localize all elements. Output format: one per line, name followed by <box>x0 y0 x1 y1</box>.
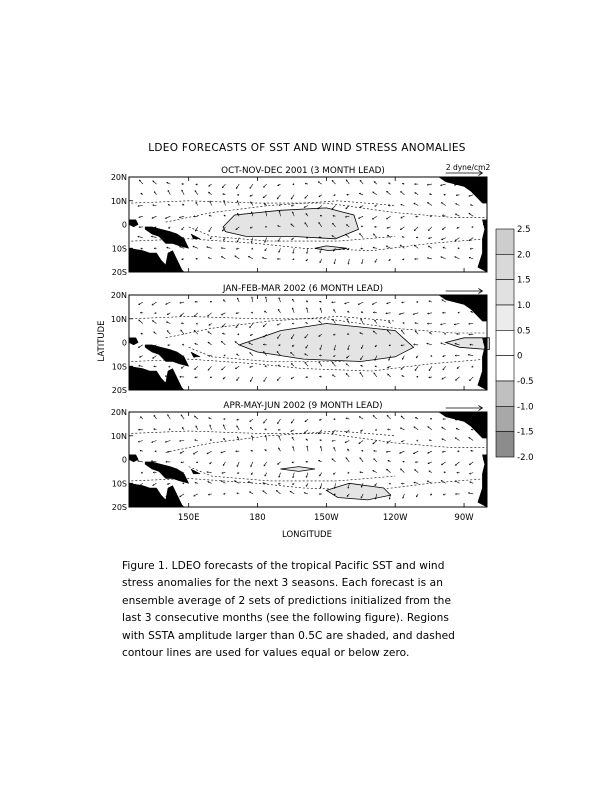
colorbar-tick-label: -1.5 <box>517 427 534 438</box>
colorbar-tick-label: 2.5 <box>517 225 531 235</box>
colorbar-tick-label: 0 <box>517 351 523 362</box>
colorbar-bin <box>496 381 514 406</box>
colorbar-bin <box>496 330 514 355</box>
y-tick-label: 20S <box>111 386 127 395</box>
colorbar-bin <box>496 406 514 431</box>
colorbar-tick-label: 2.0 <box>517 250 531 261</box>
x-axis-label: LONGITUDE <box>282 530 332 540</box>
y-tick-label: 10S <box>111 244 127 254</box>
y-tick-label: 10N <box>110 196 127 206</box>
y-tick-label: 10N <box>110 314 127 324</box>
map-panel <box>111 163 491 277</box>
map-panels <box>111 163 491 523</box>
colorbar <box>496 225 534 463</box>
y-tick-label: 20S <box>111 503 127 512</box>
x-tick-label: 180 <box>249 513 266 523</box>
caption-line: stress anomalies for the next 3 seasons. Each forecast is an <box>122 577 443 590</box>
x-tick-label: 150E <box>177 513 200 523</box>
colorbar-bin <box>496 280 514 305</box>
colorbar-bin <box>496 356 514 381</box>
figure-title: LDEO FORECASTS OF SST AND WIND STRESS ANOMALIES <box>148 142 466 154</box>
caption-line: Figure 1. LDEO forecasts of the tropical Pacific SST and wind <box>122 560 445 572</box>
colorbar-tick-label: 0.5 <box>517 326 531 337</box>
y-tick-label: 20N <box>110 291 127 300</box>
panel-title: OCT-NOV-DEC 2001 (3 MONTH LEAD) <box>221 166 385 176</box>
panel-background <box>129 412 487 507</box>
panel-title: JAN-FEB-MAR 2002 (6 MONTH LEAD) <box>222 284 384 294</box>
colorbar-tick-label: -2.0 <box>517 453 534 463</box>
caption-line: ensemble average of 2 sets of predictions initialized from the <box>122 594 452 607</box>
colorbar-bin <box>496 432 514 457</box>
panel-title: APR-MAY-JUN 2002 (9 MONTH LEAD) <box>223 401 383 411</box>
y-tick-label: 0 <box>121 220 127 230</box>
colorbar-tick-label: -0.5 <box>517 377 534 387</box>
reference-wind-label: 2 dyne/cm2 <box>445 163 491 172</box>
y-tick-label: 10N <box>110 431 127 441</box>
caption-line: with SSTA amplitude larger than 0.5C are shaded, and dashed <box>122 629 455 642</box>
y-tick-label: 20N <box>110 408 127 417</box>
caption-line: contour lines are used for values equal or below zero. <box>122 647 410 660</box>
y-tick-label: 0 <box>121 338 127 348</box>
colorbar-bin <box>496 254 514 279</box>
x-tick-label: 150W <box>314 513 339 523</box>
caption-line: last 3 consecutive months (see the following figure). Regions <box>122 612 449 625</box>
colorbar-tick-label: 1.0 <box>517 301 531 311</box>
y-tick-label: 20S <box>111 268 127 277</box>
colorbar-tick-label: 1.5 <box>517 275 531 286</box>
figure-caption <box>122 558 522 662</box>
x-tick-label: 120W <box>382 513 408 523</box>
map-panel <box>111 401 487 523</box>
map-panel <box>111 284 489 395</box>
colorbar-tick-label: -1.0 <box>517 402 534 413</box>
y-axis-label: LATITUDE <box>97 320 107 362</box>
x-tick-label: 90W <box>454 513 474 523</box>
y-tick-label: 0 <box>121 455 127 465</box>
y-tick-label: 10S <box>111 479 127 489</box>
y-tick-label: 20N <box>110 173 127 182</box>
colorbar-bin <box>496 229 514 254</box>
colorbar-bin <box>496 305 514 330</box>
y-tick-label: 10S <box>111 362 127 372</box>
